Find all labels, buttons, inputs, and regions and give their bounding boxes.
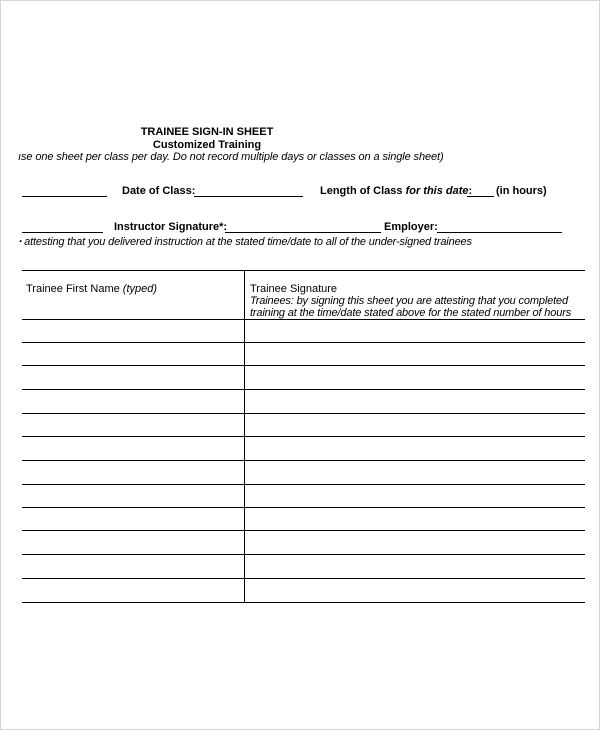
row-8-signature-cell[interactable]	[245, 485, 585, 507]
blank-field-left-2[interactable]	[22, 232, 103, 233]
in-hours-label: (in hours)	[496, 185, 547, 197]
blank-field-left[interactable]	[22, 196, 107, 197]
length-of-class-field[interactable]	[467, 196, 494, 197]
row-9-first-name-cell[interactable]	[22, 508, 244, 530]
instructor-signature-label: Instructor Signature*:	[114, 221, 228, 233]
row-2-signature-cell[interactable]	[245, 343, 585, 365]
instructor-signature-field[interactable]	[225, 232, 381, 233]
employer-label: Employer:	[384, 221, 438, 233]
length-label-italic: for this date	[405, 185, 469, 197]
row-5-first-name-cell[interactable]	[22, 414, 244, 436]
date-of-class-field[interactable]	[194, 196, 303, 197]
row-6-signature-cell[interactable]	[245, 437, 585, 460]
row-11-signature-cell[interactable]	[245, 555, 585, 578]
row-6-first-name-cell[interactable]	[22, 437, 244, 460]
row-12-signature-cell[interactable]	[245, 579, 585, 602]
column-header-first-name	[26, 283, 157, 295]
document-title: TRAINEE SIGN-IN SHEET	[140, 126, 274, 138]
employer-field[interactable]	[437, 232, 562, 233]
row-10-first-name-cell[interactable]	[22, 531, 244, 554]
row-4-first-name-cell[interactable]	[22, 390, 244, 413]
document-subtitle: Customized Training	[152, 139, 262, 151]
instructor-note: ꞏ attesting that you delivered instruction at the stated time/date to all of the under-signed trainees	[18, 236, 472, 248]
row-8-first-name-cell[interactable]	[22, 485, 244, 507]
date-of-class-label: Date of Class:	[122, 185, 196, 197]
instruction-text: ıse one sheet per class per day. Do not record multiple days or classes on a single sheet)	[18, 151, 444, 163]
first-name-header-text: Trainee First Name	[26, 283, 123, 295]
signature-header-note: Trainees: by signing this sheet you are attesting that you completed training at the time/date stated above for the stated number of hours	[250, 295, 572, 319]
row-1-first-name-cell[interactable]	[22, 320, 244, 342]
row-3-first-name-cell[interactable]	[22, 366, 244, 389]
first-name-header-italic: (typed)	[122, 283, 158, 295]
row-5-signature-cell[interactable]	[245, 414, 585, 436]
length-of-class-label	[320, 185, 472, 197]
row-7-signature-cell[interactable]	[245, 461, 585, 484]
row-11-first-name-cell[interactable]	[22, 555, 244, 578]
row-12-first-name-cell[interactable]	[22, 579, 244, 602]
row-7-first-name-cell[interactable]	[22, 461, 244, 484]
row-2-first-name-cell[interactable]	[22, 343, 244, 365]
row-4-signature-cell[interactable]	[245, 390, 585, 413]
row-3-signature-cell[interactable]	[245, 366, 585, 389]
length-label-colon: :	[468, 185, 473, 197]
row-1-signature-cell[interactable]	[245, 320, 585, 342]
row-9-signature-cell[interactable]	[245, 508, 585, 530]
length-label-text: Length of Class	[320, 185, 406, 197]
column-header-signature: Trainee Signature	[250, 283, 338, 295]
row-10-signature-cell[interactable]	[245, 531, 585, 554]
table-top-border	[22, 270, 585, 271]
table-bottom-border	[22, 602, 585, 603]
